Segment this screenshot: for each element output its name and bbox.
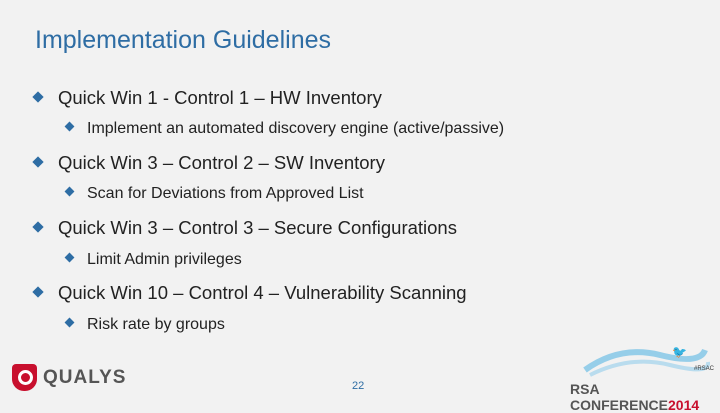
bullet-item bbox=[34, 87, 382, 109]
bullet-text: Quick Win 3 – Control 2 – SW Inventory bbox=[58, 152, 385, 173]
qualys-shield-icon bbox=[12, 364, 37, 391]
conference-year: 2014 bbox=[668, 397, 700, 413]
diamond-bullet-icon bbox=[32, 221, 43, 232]
qualys-logo bbox=[12, 364, 126, 391]
sub-bullet-text: Scan for Deviations from Approved List bbox=[87, 185, 364, 202]
sub-bullet-text: Risk rate by groups bbox=[87, 316, 225, 333]
diamond-bullet-icon bbox=[65, 122, 75, 132]
diamond-bullet-icon bbox=[65, 187, 75, 197]
qualys-logo-text: QUALYS bbox=[43, 366, 127, 388]
conference-swirl-icon bbox=[580, 340, 710, 380]
sub-bullet-item bbox=[66, 251, 242, 269]
bullet-text: Quick Win 1 - Control 1 – HW Inventory bbox=[58, 87, 382, 108]
sub-bullet-item bbox=[66, 316, 225, 334]
bullet-text: Quick Win 10 – Control 4 – Vulnerability Scanning bbox=[58, 282, 467, 303]
bullet-item bbox=[34, 217, 457, 239]
conference-name: RSA CONFERENCE bbox=[570, 381, 669, 413]
diamond-bullet-icon bbox=[32, 286, 43, 297]
diamond-bullet-icon bbox=[32, 91, 43, 102]
conference-logo bbox=[570, 381, 720, 413]
bullet-item bbox=[34, 282, 467, 304]
bullet-item bbox=[34, 152, 385, 174]
slide-title: Implementation Guidelines bbox=[35, 26, 331, 54]
sub-bullet-text: Implement an automated discovery engine (active/passive) bbox=[87, 120, 505, 137]
diamond-bullet-icon bbox=[65, 318, 75, 328]
sub-bullet-item bbox=[66, 120, 504, 138]
hashtag: #RSAC bbox=[694, 366, 715, 372]
bullet-text: Quick Win 3 – Control 3 – Secure Configurations bbox=[58, 217, 457, 238]
twitter-bird-icon: 🐦 bbox=[672, 345, 687, 359]
page-number: 22 bbox=[352, 380, 365, 392]
diamond-bullet-icon bbox=[32, 156, 43, 167]
diamond-bullet-icon bbox=[65, 253, 75, 263]
sub-bullet-text: Limit Admin privileges bbox=[87, 251, 242, 268]
sub-bullet-item bbox=[66, 185, 364, 203]
